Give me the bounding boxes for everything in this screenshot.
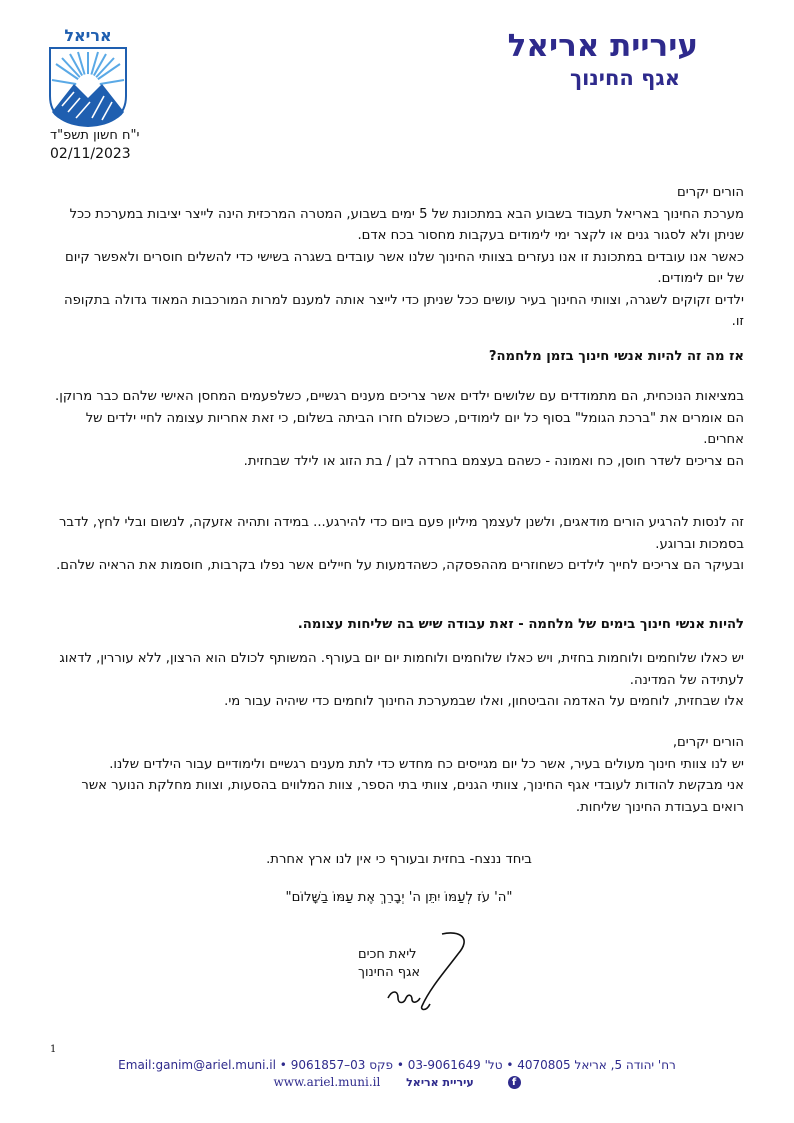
closing-line: ביחד ננצח- בחזית ובעורף כי אין לנו ארץ אחרת. xyxy=(266,852,532,867)
paragraph: במציאות הנוכחית, הם מתמודדים עם שלושים ילדים אשר צריכים מענים רגשיים, כשלפעמים המחסן האישי שלהם כבר מרוקן. xyxy=(55,389,744,404)
paragraph: הם אומרים את "ברכת הגומל" בסוף כל יום לימודים, כשכולם חזרו הביתה בשלום, כי זאת אחריות עצומה לחיי ילדים של אחרים. xyxy=(85,410,744,447)
section-heading: להיות אנשי חינוך בימים של מלחמה - זאת עבודה שיש בה שליחות עצומה. xyxy=(297,617,744,632)
ariel-logo xyxy=(46,26,130,128)
paragraph: ילדים זקוקים לשגרה, וצוותי החינוך בעיר עושים ככל שניתן כדי לייצר אותה למענם למרות המורכבות המאוד גדולה בתקופה זו. xyxy=(64,292,744,329)
gregorian-date: 02/11/2023 xyxy=(50,146,131,162)
page-number: 1 xyxy=(50,1044,57,1055)
logo-text: אריאל xyxy=(64,26,112,45)
greeting: הורים יקרים, xyxy=(672,735,744,750)
footer-city: עיריית אריאל xyxy=(406,1076,474,1089)
municipality-name: עיריית אריאל xyxy=(507,28,698,64)
letter-section-4 xyxy=(54,732,744,818)
letter-intro xyxy=(54,182,744,333)
letterhead-title xyxy=(508,28,698,92)
paragraph: יש כאלו שלוחמים ולוחמות בחזית, ויש כאלו שלוחמים ולוחמות יום יום בעורף. המשותף לכולם הוא הרצון, ללא עוררין, לדאוג לעתידה של המדינה. xyxy=(59,651,744,688)
paragraph: יש לנו צוותי חינוך מעולים בעיר, אשר כל יום מגייסים כח מחדש כדי לתת מענים רגשיים ולימודיים עבור הילדים שלנו. xyxy=(109,756,744,772)
greeting: הורים יקרים xyxy=(677,185,744,200)
footer-address: רח' יהודה 5, אריאל 4070805 • טל' 03-9061649 • פקס 03–9061857 • Email:ganim@ariel.muni.il xyxy=(118,1058,676,1072)
paragraph: הם צריכים לשדר חוסן, כח ואמונה - כשהם בעצמם בחרדה לבן / בת הזוג או לילד שבחזית. xyxy=(243,453,744,469)
verse-line: "ה' עֹז לְעַמּוֹ יִתֵּן ה' יְבָרֵךְ אֶת עַמּוֹ בַשָּׁלוֹם" xyxy=(285,890,513,905)
paragraph: מערכת החינוך באריאל תעבוד בשבוע הבא במתכונת של 5 ימים בשבוע, המטרה המרכזית הינה לייצר יציבות במערכת ככל שניתן ולא לסגור גנים או לקצר ימי לימודים בעקבות מחסור בכח אדם. xyxy=(69,206,744,243)
hebrew-date: י"ח חשון תשפ"ד xyxy=(50,128,140,143)
paragraph: ובעיקר הם צריכים לחייך לילדים כשחוזרים מההפסקה, כשהדמעות על חיילים אשר נפלו בקרבות, חוסמות את הראיה שלהם. xyxy=(56,558,744,573)
signatory-name: ליאת חכים xyxy=(358,947,417,962)
section-heading: אז מה זה להיות אנשי חינוך בזמן מלחמה? xyxy=(488,349,744,364)
paragraph: אני מבקשת להודות לעובדי אגף החינוך, צוותי הגנים, צוותי בתי הספר, צוות המלווים בהסעות, וצוות מחלקת הנוער אשר רואים בעבודת החינוך שליחות. xyxy=(81,778,744,815)
signatory xyxy=(358,946,438,982)
department-name: אגף החינוך xyxy=(569,66,680,90)
website-link[interactable]: www.ariel.muni.il xyxy=(273,1075,381,1089)
paragraph: אלו שבחזית, לוחמים על האדמה והביטחון, ואלו שבמערכת החינוך לוחמים כדי שיהיה עבור מי. xyxy=(224,694,744,709)
facebook-icon[interactable]: f xyxy=(508,1076,521,1089)
letter-section-3 xyxy=(54,648,744,713)
letter-section-1 xyxy=(54,386,744,472)
signatory-title: אגף החינוך xyxy=(358,965,421,980)
paragraph: כאשר אנו עובדים במתכונת זו אנו נעזרים בצוותי החינוך שלנו אשר עובדים בשגרה בשישי כדי להשלים חוסרים ולאפשר קיום של יום לימודים. xyxy=(65,249,744,286)
footer-links xyxy=(0,1075,794,1089)
paragraph: זה לנסות להרגיע הורים מודאגים, ולשנן לעצמך מיליון פעם ביום כדי להירגע... במידה ותהיה אזעקה, לנשום ובלי לחץ, לדבר בסמכות וברוגע. xyxy=(58,515,744,552)
letter-section-2 xyxy=(54,512,744,577)
